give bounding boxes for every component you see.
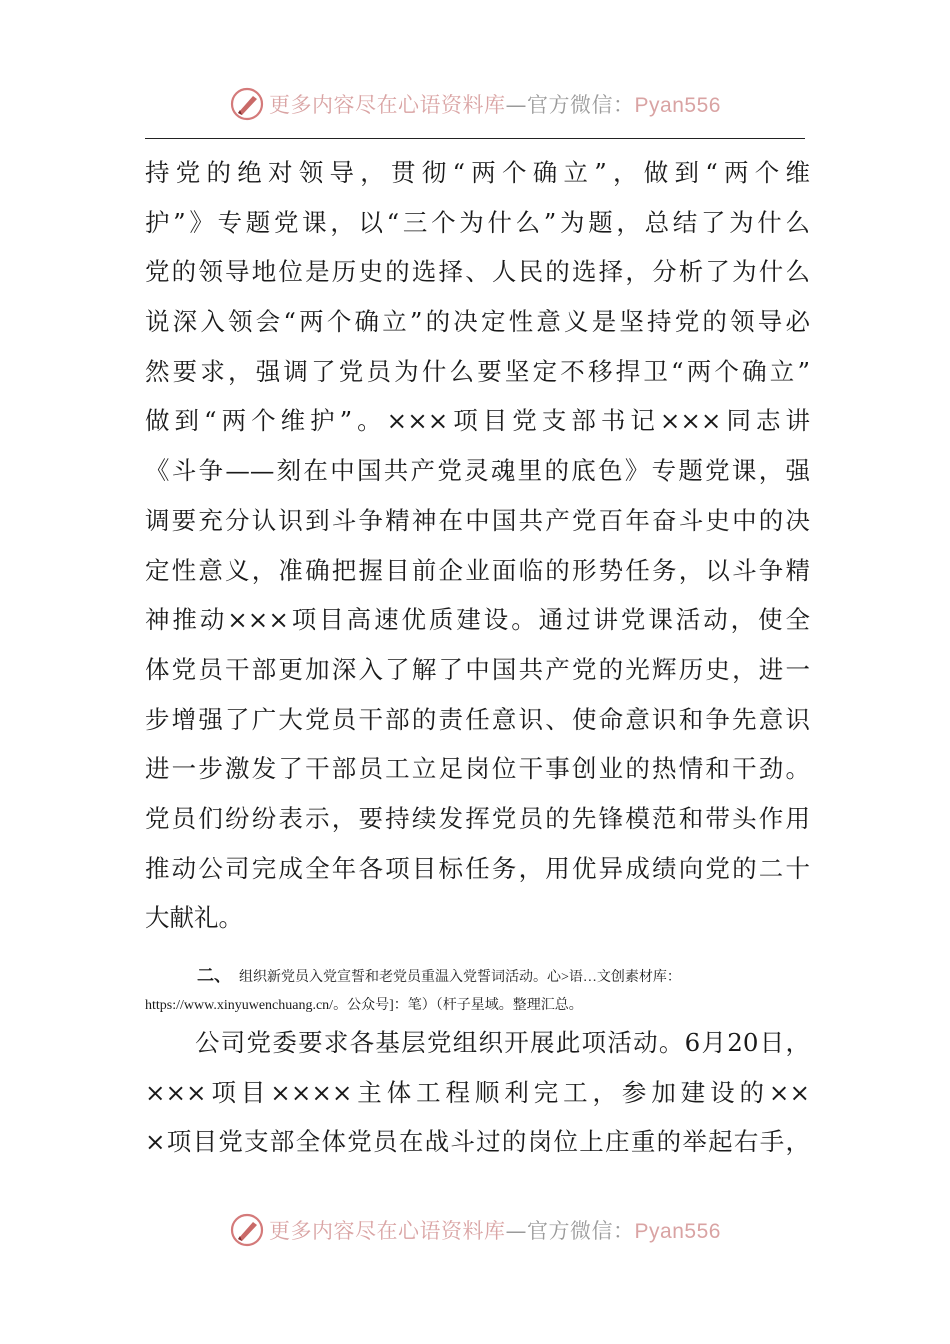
banner-title: 更多内容尽在心语资料库	[269, 93, 506, 117]
text-line: 神推动×××项目高速优质建设。通过讲党课活动，使全	[145, 605, 810, 635]
banner-wechat-id: Pyan556	[634, 1220, 721, 1243]
text-line: 调要充分认识到斗争精神在中国共产党百年奋斗史中的决	[145, 505, 810, 535]
text-line: 护”》专题党课，以“三个为什么”为题，总结了为什么	[145, 207, 810, 237]
text-line: 说深入领会“两个确立”的决定性意义是坚持党的领导必	[145, 307, 810, 337]
banner-wechat-label: —官方微信：	[505, 1219, 635, 1243]
text-line: ×××项目××××主体工程顺利完工，参加建设的××	[145, 1077, 810, 1107]
banner-wechat-label: —官方微信：	[505, 93, 635, 117]
text-line: 公司党委要求各基层党组织开展此项活动。6月20日，	[195, 1028, 810, 1057]
text-line: 持党的绝对领导，贯彻“两个确立”，做到“两个维	[145, 158, 810, 187]
text-line: 大献礼。	[145, 903, 243, 933]
text-line: 推动公司完成全年各项目标任务，用优异成绩向党的二十	[145, 853, 810, 883]
header-banner	[0, 82, 950, 126]
banner-title: 更多内容尽在心语资料库	[269, 1219, 506, 1243]
paragraph-2	[145, 1018, 810, 1167]
banner-text	[269, 1215, 721, 1245]
heading-line-2: https://www.xinyuwenchuang.cn/。公众号]：笔）（杆子星域。整理汇总。	[145, 998, 583, 1013]
banner-wechat-id: Pyan556	[634, 94, 721, 117]
pen-logo-icon	[229, 86, 265, 122]
text-line: 定性意义，准确把握目前企业面临的形势任务，以斗争精	[145, 555, 810, 585]
footer-banner	[0, 1208, 950, 1252]
section-heading	[145, 960, 810, 1020]
text-line: ×项目党支部全体党员在战斗过的岗位上庄重的举起右手，	[145, 1127, 810, 1157]
text-line: 党的领导地位是历史的选择、人民的选择，分析了为什么	[145, 257, 810, 287]
text-line: 进一步激发了干部员工立足岗位干事创业的热情和干劲。	[145, 754, 810, 784]
text-line: 党员们纷纷表示，要持续发挥党员的先锋模范和带头作用	[145, 803, 810, 833]
pen-logo-icon	[229, 1212, 265, 1248]
heading-line-1	[145, 960, 810, 992]
text-line: 步增强了广大党员干部的责任意识、使命意识和争先意识	[145, 704, 810, 734]
section-number: 二、	[197, 966, 231, 986]
paragraph-1	[145, 148, 810, 943]
header-divider	[145, 138, 805, 139]
text-line: 然要求，强调了党员为什么要坚定不移捍卫“两个确立”	[145, 356, 810, 386]
text-line: 做到“两个维护”。×××项目党支部书记×××同志讲	[145, 406, 810, 436]
text-line: 体党员干部更加深入了解了中国共产党的光辉历史，进一	[145, 654, 810, 684]
heading-text: 组织新党员入党宣誓和老党员重温入党誓词活动。心>语…文创素材库：	[239, 970, 681, 985]
text-line: 《斗争——刻在中国共产党灵魂里的底色》专题党课，强	[145, 456, 810, 486]
banner-text	[269, 89, 721, 119]
